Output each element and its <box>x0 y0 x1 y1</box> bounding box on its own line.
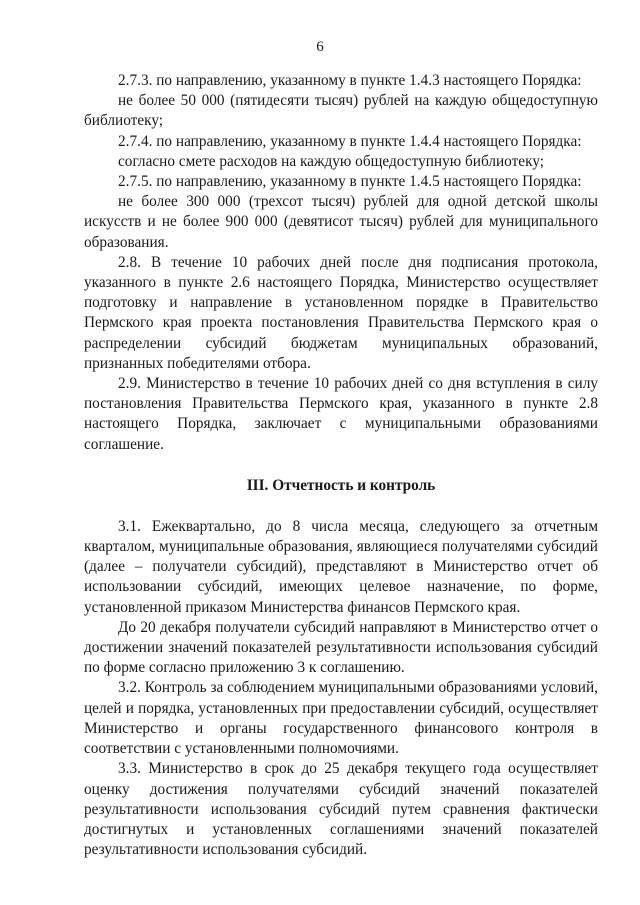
paragraph-2-7-4: 2.7.4. по направлению, указанному в пункте 1.4.4 настоящего Порядка: <box>118 132 582 150</box>
paragraph-3-2: 3.2. Контроль за соблюдением муниципальными образованиями условий, целей и порядка, установленных при предоставлении субсидий, осуществляет Министерство и органы государственного финансового контроля в соответствии с установленными полномочиями. <box>84 679 598 758</box>
page-number: 6 <box>316 39 324 55</box>
paragraph-2-7-3-text: не более 50 000 (пятидесяти тысяч) рублей на каждую общедоступную библиотеку; <box>84 92 598 130</box>
paragraph-3-1: 3.1. Ежеквартально, до 8 числа месяца, следующего за отчетным кварталом, муниципальные образования, являющиеся получателями субсидий (далее – получатели субсидий), представляют в Министерство отчет об использовании субсидий, имеющих целевое назначение, по форме, установленной приказом Министерства финансов Пермского края. <box>84 517 598 616</box>
paragraph-2-7-3: 2.7.3. по направлению, указанному в пункте 1.4.3 настоящего Порядка: <box>118 72 582 89</box>
paragraph-2-8: 2.8. В течение 10 рабочих дней после дня подписания протокола, указанного в пункте 2.6 настоящего Порядка, Министерство осуществляет подготовку и направление в установленном порядке в Правительство Пермского края проекта постановления Правительства Пермского края о распределении субсидий бюджетам муниципальных образований, признанных победителями отбора. <box>84 253 598 372</box>
paragraph-2-7-5-text: не более 300 000 (трехсот тысяч) рублей для одной детской школы искусств и не более 900 000 (девятисот тысяч) рублей для муниципального образования. <box>84 193 598 251</box>
paragraph-2-7-5: 2.7.5. по направлению, указанному в пункте 1.4.5 настоящего Порядка: <box>118 173 582 191</box>
paragraph-2-9: 2.9. Министерство в течение 10 рабочих дней со дня вступления в силу постановления Правительства Пермского края, указанного в пункте 2.8 настоящего Порядка, заключает с муниципальными образованиями соглашение. <box>84 375 598 453</box>
section-heading: III. Отчетность и контроль <box>246 476 436 494</box>
paragraph-2-7-4-text: согласно смете расходов на каждую общедоступную библиотеку; <box>118 152 545 170</box>
document-body <box>84 71 598 860</box>
paragraph-3-1-report: До 20 декабря получатели субсидий направляют в Министерство отчет о достижении значений показателей результативности использования субсидий по форме согласно приложению 3 к соглашению. <box>84 618 598 677</box>
paragraph-3-3: 3.3. Министерство в срок до 25 декабря текущего года осуществляет оценку достижения получателями субсидий значений показателей результативности использования субсидий путем сравнения фактически достигнутых и установленных соглашениями значений показателей результативности использования субсидий. <box>84 760 598 859</box>
